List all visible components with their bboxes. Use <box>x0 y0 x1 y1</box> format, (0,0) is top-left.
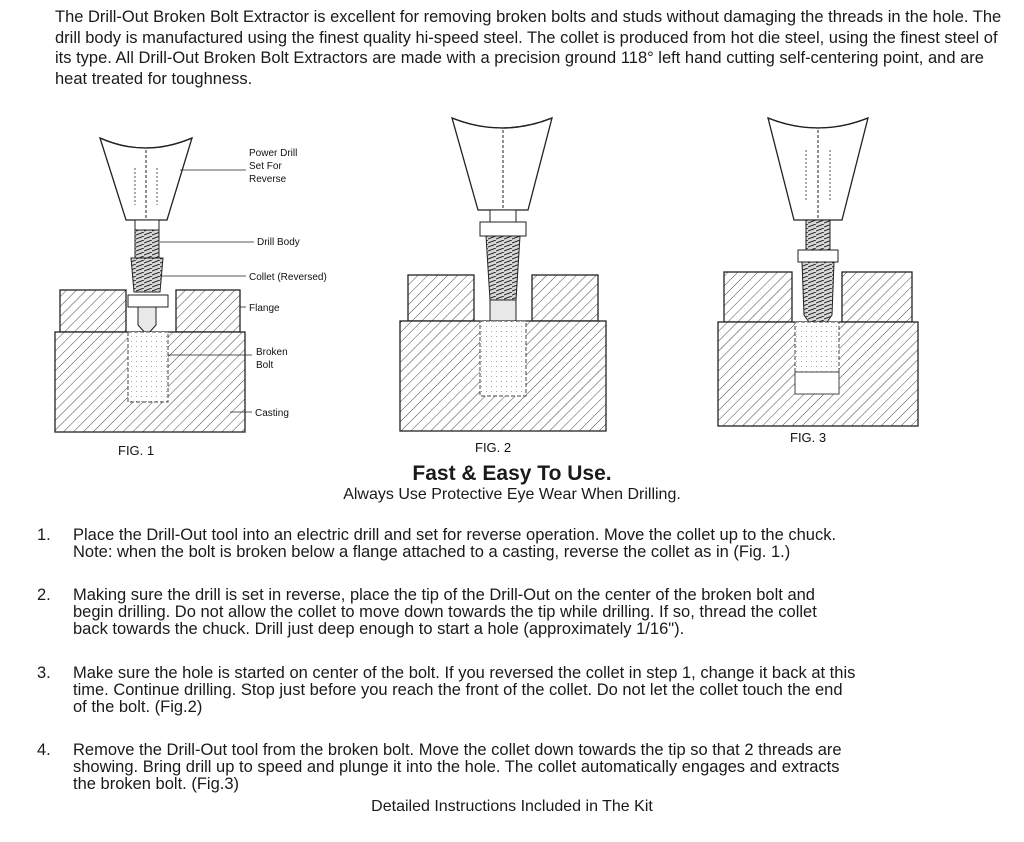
fig1-collet <box>131 258 163 292</box>
fig2-collet-nut <box>480 222 526 236</box>
fig2-collet <box>486 236 520 300</box>
fig1-broken-bolt <box>128 332 168 402</box>
label-broken-bolt-2: Bolt <box>256 360 274 371</box>
step-line: showing. Bring drill up to speed and plunge it into the hole. The collet automatically engages and extracts <box>73 758 840 776</box>
step-line: back towards the chuck. Drill just deep enough to start a hole (approximately 1/16"). <box>73 620 685 638</box>
label-power-drill-3: Reverse <box>249 174 287 185</box>
step-line: time. Continue drilling. Stop just before you reach the front of the collet. Do not let the collet touch the end <box>73 681 843 699</box>
label-flange: Flange <box>249 303 280 314</box>
fig3-caption: FIG. 3 <box>790 430 827 445</box>
label-power-drill-1: Power Drill <box>249 148 298 159</box>
fig1-nut <box>128 295 168 307</box>
fig2-drill-chuck <box>452 118 552 210</box>
figures-illustration <box>0 110 1024 470</box>
fig1-shank <box>135 220 159 230</box>
step-line: begin drilling. Do not allow the collet to move down towards the tip while drilling. If so, thread the collet <box>73 603 817 621</box>
fig1-drawing <box>55 138 254 432</box>
fig1-flange-left <box>60 290 126 332</box>
step-line: Note: when the bolt is broken below a flange attached to a casting, reverse the collet as in (Fig. 1.) <box>73 543 791 561</box>
fig3-broken-bolt <box>795 322 839 372</box>
fig3-drill-chuck <box>768 118 868 220</box>
step-number: 3. <box>37 664 51 682</box>
label-broken-bolt-1: Broken <box>256 347 288 358</box>
label-drill-body: Drill Body <box>257 237 300 248</box>
fig1-drill-body <box>135 230 159 258</box>
figures-area <box>0 110 1024 470</box>
fig2-drawing <box>400 118 606 431</box>
step-line: Make sure the hole is started on center of the bolt. If you reversed the collet in step 1, change it back at this <box>73 664 856 682</box>
fig2-broken-bolt <box>480 321 526 396</box>
step-line: Making sure the drill is set in reverse, place the tip of the Drill-Out on the center of the broken bolt and <box>73 586 815 604</box>
subheading: Always Use Protective Eye Wear When Drilling. <box>343 486 681 503</box>
step-line: the broken bolt. (Fig.3) <box>73 775 239 793</box>
intro-paragraph: The Drill-Out Broken Bolt Extractor is excellent for removing broken bolts and studs without damaging the threads in the hole. The drill body is manufactured using the finest quality hi-speed steel. The collet is produced from hot die steel, using the finest steel of its type. All Drill-Out Broken Bolt Extractors are made with a precision ground 118° left hand cutting self-centering point, and are heat treated for toughness. <box>55 8 1002 88</box>
step-number: 4. <box>37 741 51 759</box>
step-line: of the bolt. (Fig.2) <box>73 698 203 716</box>
label-power-drill-2: Set For <box>249 161 282 172</box>
fig2-caption: FIG. 2 <box>475 440 512 455</box>
step-number: 2. <box>37 586 51 604</box>
step-line: Place the Drill-Out tool into an electric drill and set for reverse operation. Move the collet up to the chuck. <box>73 526 837 544</box>
fig1-caption: FIG. 1 <box>118 443 155 458</box>
heading: Fast & Easy To Use. <box>412 462 612 485</box>
label-casting: Casting <box>255 408 289 419</box>
fig3-drawing <box>718 118 918 426</box>
step-number: 1. <box>37 526 51 544</box>
step-line: Remove the Drill-Out tool from the broken bolt. Move the collet down towards the tip so that 2 threads are <box>73 741 842 759</box>
fig3-drill-body <box>806 220 830 250</box>
label-collet: Collet (Reversed) <box>249 272 327 283</box>
footer-note: Detailed Instructions Included in The Kit <box>371 798 653 815</box>
fig1-flange-right <box>176 290 240 332</box>
